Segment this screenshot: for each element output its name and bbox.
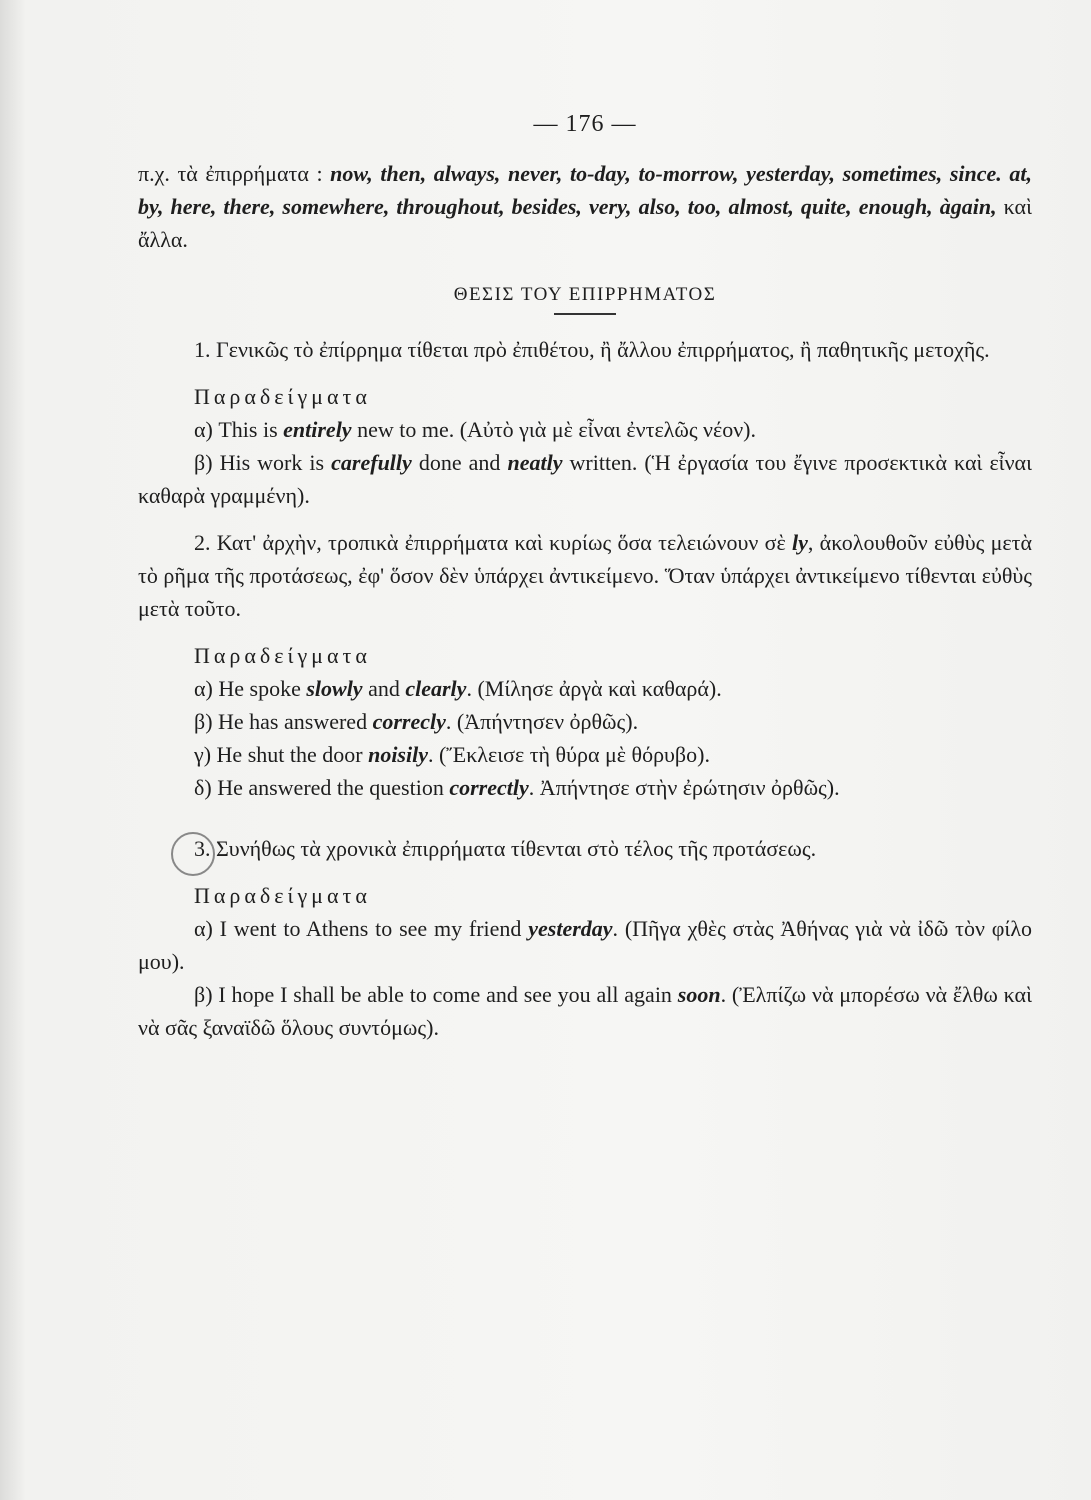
intro-prefix: π.χ. τὰ ἐπιρρήματα : — [138, 161, 331, 186]
emphasis: carefully — [331, 450, 412, 475]
page-number: — 176 — — [533, 111, 637, 137]
examples-label-3: Παραδείγματα — [194, 883, 371, 908]
emphasis: soon — [677, 982, 721, 1007]
rule-2: 2. Κατ' ἀρχὴν, τροπικὰ ἐπιρρήματα καὶ κυρίως ὅσα τελειώνουν σὲ ly, ἀκολουθοῦν εὐθὺς μετὰ τὸ ρῆμα τῆς προτάσεως, ἐφ' ὅσον δὲν ὑπάρχει ἀντικείμενο. Ὅταν ὑπάρχει ἀντικείμενο τίθενται εὐθὺς μετὰ τοῦτο. — [138, 530, 1032, 621]
intro-suffix: καὶ ἄλλα. — [138, 194, 1032, 252]
emphasis: slowly — [306, 676, 363, 701]
emphasis: ly — [791, 530, 808, 555]
example-3a: α) I went to Athens to see my friend yesterday. (Πῆγα χθὲς στὰς Ἀθήνας γιὰ νὰ ἰδῶ τὸν φίλο μου). — [138, 916, 1032, 974]
examples-label-2: Παραδείγματα — [194, 643, 371, 668]
rule-3: 3. Συνήθως τὰ χρονικὰ ἐπιρρήματα τίθενται στὸ τέλος τῆς προτάσεως. — [138, 832, 1032, 865]
emphasis: correctly — [449, 775, 529, 800]
example-2b: β) He has answered correcly. (Ἀπήντησεν ὀρθῶς). — [194, 709, 639, 734]
rule-1: 1. Γενικῶς τὸ ἐπίρρημα τίθεται πρὸ ἐπιθέτου, ἢ ἄλλου ἐπιρρήματος, ἢ παθητικῆς μετοχῆς. — [194, 337, 990, 362]
rule-3-number: 3. — [194, 836, 211, 861]
heading-underline — [554, 313, 616, 315]
page-content — [138, 108, 1032, 1044]
emphasis: entirely — [283, 417, 352, 442]
section-heading: ΘΕΣΙΣ ΤΟΥ ΕΠΙΡΡΗΜΑΤΟΣ — [453, 284, 717, 305]
emphasis: yesterday — [528, 916, 613, 941]
example-1a: α) This is entirely new to me. (Αὐτὸ γιὰ μὲ εἶναι ἐντελῶς νέον). — [194, 417, 756, 442]
intro-paragraph — [138, 157, 1032, 256]
example-1b: β) His work is carefully done and neatly written. (Ἡ ἐργασία του ἔγινε προσεκτικὰ καὶ εἶναι καθαρὰ γραμμένη). — [138, 450, 1032, 508]
adverb-list: now, then, always, never, to-day, to-morrow, yesterday, sometimes, since. at, by, here, there, somewhere, throughout, besides, very, also, too, almost, quite, enough, àgain, — [138, 161, 1032, 219]
emphasis: clearly — [405, 676, 467, 701]
example-2c: γ) He shut the door noisily. (Ἔκλεισε τὴ θύρα μὲ θόρυβο). — [194, 742, 710, 767]
example-2a: α) He spoke slowly and clearly. (Μίλησε ἀργὰ καὶ καθαρά). — [194, 676, 722, 701]
pencil-circle-mark — [171, 832, 215, 876]
emphasis: correcly — [372, 709, 446, 734]
examples-label-1: Παραδείγματα — [194, 384, 371, 409]
example-3b: β) I hope I shall be able to come and see you all again soon. (Ἐλπίζω νὰ μπορέσω νὰ ἔλθω καὶ νὰ σᾶς ξαναϊδῶ ὅλους συντόμως). — [138, 982, 1032, 1040]
example-2d: δ) He answered the question correctly. Ἀπήντησε στὴν ἐρώτησιν ὀρθῶς). — [194, 775, 840, 800]
emphasis: neatly — [507, 450, 563, 475]
emphasis: noisily — [368, 742, 428, 767]
